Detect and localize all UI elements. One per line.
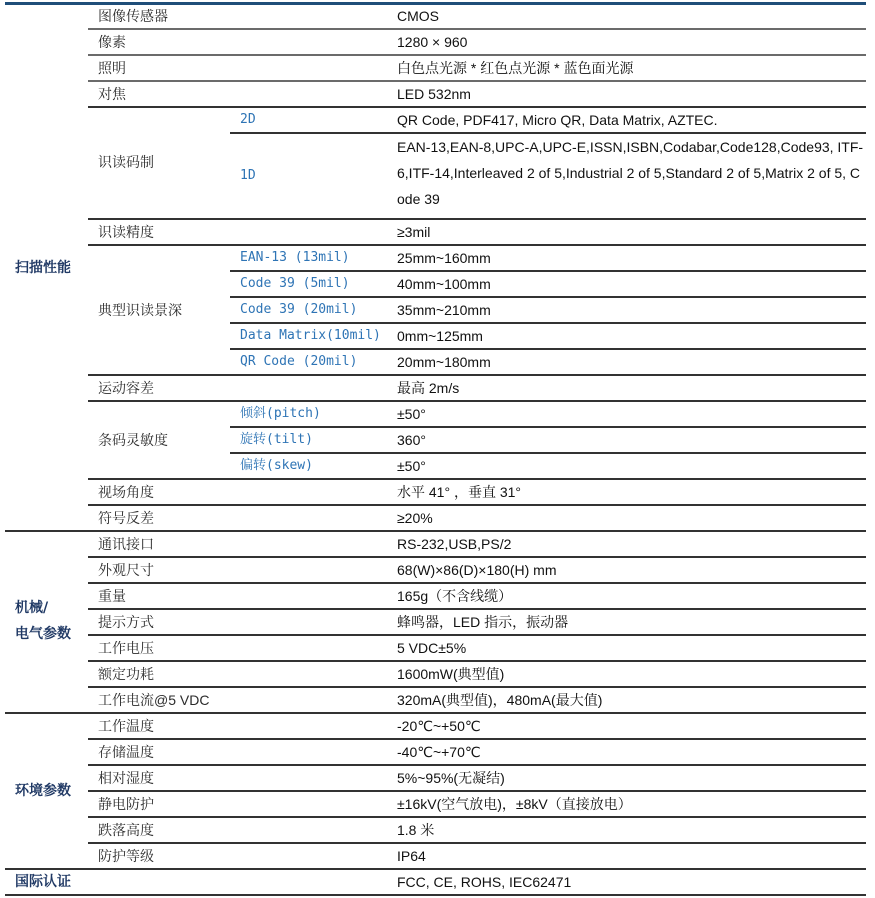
row-value: ±50° — [397, 458, 426, 474]
row-label: 静电防护 — [98, 796, 154, 812]
row-label: 工作温度 — [98, 718, 154, 734]
section-title-scan: 扫描性能 — [15, 260, 71, 276]
row-label: 图像传感器 — [98, 8, 168, 24]
row-divider — [230, 452, 866, 454]
sub-label: Data Matrix(10mil) — [240, 328, 381, 343]
row-value: IP64 — [397, 848, 426, 864]
row-label: 识读码制 — [98, 154, 154, 170]
sub-label: 旋转(tilt) — [240, 432, 313, 447]
row-label: 对焦 — [98, 86, 126, 102]
row-value: 5 VDC±5% — [397, 640, 467, 656]
row-value: FCC, CE, ROHS, IEC62471 — [397, 874, 572, 890]
row-divider — [88, 400, 866, 402]
row-divider — [88, 28, 866, 30]
row-value: 360° — [397, 432, 426, 448]
row-label: 通讯接口 — [98, 536, 154, 552]
row-label: 像素 — [98, 34, 126, 50]
row-value: 1280 × 960 — [397, 34, 468, 50]
row-value: 165g（不含线缆） — [397, 588, 513, 604]
row-value: -40℃~+70℃ — [397, 744, 481, 760]
row-value: 最高 2m/s — [397, 380, 460, 396]
row-value: -20℃~+50℃ — [397, 718, 481, 734]
row-label: 运动容差 — [98, 380, 154, 396]
row-divider — [88, 816, 866, 818]
row-value: 320mA(典型值)，480mA(最大值) — [397, 692, 603, 708]
row-label: 额定功耗 — [98, 666, 154, 682]
row-label: 存储温度 — [98, 744, 154, 760]
row-value: ±16kV(空气放电)，±8kV（直接放电） — [397, 796, 632, 812]
section-title-env: 环境参数 — [15, 783, 71, 799]
row-value: 1600mW(典型值) — [397, 666, 505, 682]
section-title-cert: 国际认证 — [15, 874, 71, 890]
sub-label: QR Code (20mil) — [240, 354, 358, 369]
row-label: 提示方式 — [98, 614, 154, 630]
row-value: 35mm~210mm — [397, 302, 491, 318]
row-divider — [88, 374, 866, 376]
row-value: RS-232,USB,PS/2 — [397, 536, 512, 552]
row-label: 典型识读景深 — [98, 302, 182, 318]
row-value: 水平 41° ，垂直 31° — [397, 484, 522, 500]
row-label: 工作电流@5 VDC — [98, 692, 210, 708]
row-value: LED 532nm — [397, 86, 471, 102]
table-bottom-border — [5, 894, 866, 896]
row-value: 1.8 米 — [397, 822, 435, 838]
sub-label: 2D — [240, 112, 256, 127]
section-title-mech-line2: 电气参数 — [15, 626, 71, 642]
sub-label: 倾斜(pitch) — [240, 406, 321, 421]
row-divider — [88, 842, 866, 844]
sub-label: 1D — [240, 168, 256, 183]
row-divider — [88, 504, 866, 506]
sub-label: Code 39 (20mil) — [240, 302, 358, 317]
row-value: 20mm~180mm — [397, 354, 491, 370]
section-title-mech-line1: 机械/ — [15, 600, 49, 616]
row-value: ≥20% — [397, 510, 433, 526]
row-value: 40mm~100mm — [397, 276, 491, 292]
row-label: 相对湿度 — [98, 770, 154, 786]
row-label: 识读精度 — [98, 224, 154, 240]
sub-label: 偏转(skew) — [240, 458, 313, 473]
row-divider — [230, 426, 866, 428]
row-label: 外观尺寸 — [98, 562, 154, 578]
row-value: ±50° — [397, 406, 426, 422]
row-value: 白色点光源 * 红色点光源 * 蓝色面光源 — [397, 60, 634, 76]
row-divider — [88, 80, 866, 82]
row-label: 视场角度 — [98, 484, 154, 500]
row-value: QR Code, PDF417, Micro QR, Data Matrix, AZTEC. — [397, 112, 718, 128]
row-value: EAN-13,EAN-8,UPC-A,UPC-E,ISSN,ISBN,Codabar,Code128,Code93, ITF-6,ITF-14,Interleaved 2 of 5,Industrial 2 of 5,Standard 2 of 5,Matrix 2 of 5, Code 39 — [397, 139, 864, 207]
row-label: 条码灵敏度 — [98, 432, 168, 448]
row-value: 蜂鸣器，LED 指示，振动器 — [397, 614, 569, 630]
row-value: 25mm~160mm — [397, 250, 491, 266]
row-label: 防护等级 — [98, 848, 154, 864]
row-label: 重量 — [98, 588, 126, 604]
row-value: CMOS — [397, 8, 439, 24]
row-label: 符号反差 — [98, 510, 154, 526]
row-value: 5%~95%(无凝结) — [397, 770, 505, 786]
row-divider — [88, 634, 866, 636]
row-value: ≥3mil — [397, 224, 431, 240]
sub-label: Code 39 (5mil) — [240, 276, 350, 291]
row-label: 跌落高度 — [98, 822, 154, 838]
row-value: 68(W)×86(D)×180(H) mm — [397, 562, 557, 578]
row-value: 0mm~125mm — [397, 328, 483, 344]
sub-label: EAN-13 (13mil) — [240, 250, 350, 265]
row-label: 照明 — [98, 60, 126, 76]
row-label: 工作电压 — [98, 640, 154, 656]
row-divider — [88, 218, 866, 220]
